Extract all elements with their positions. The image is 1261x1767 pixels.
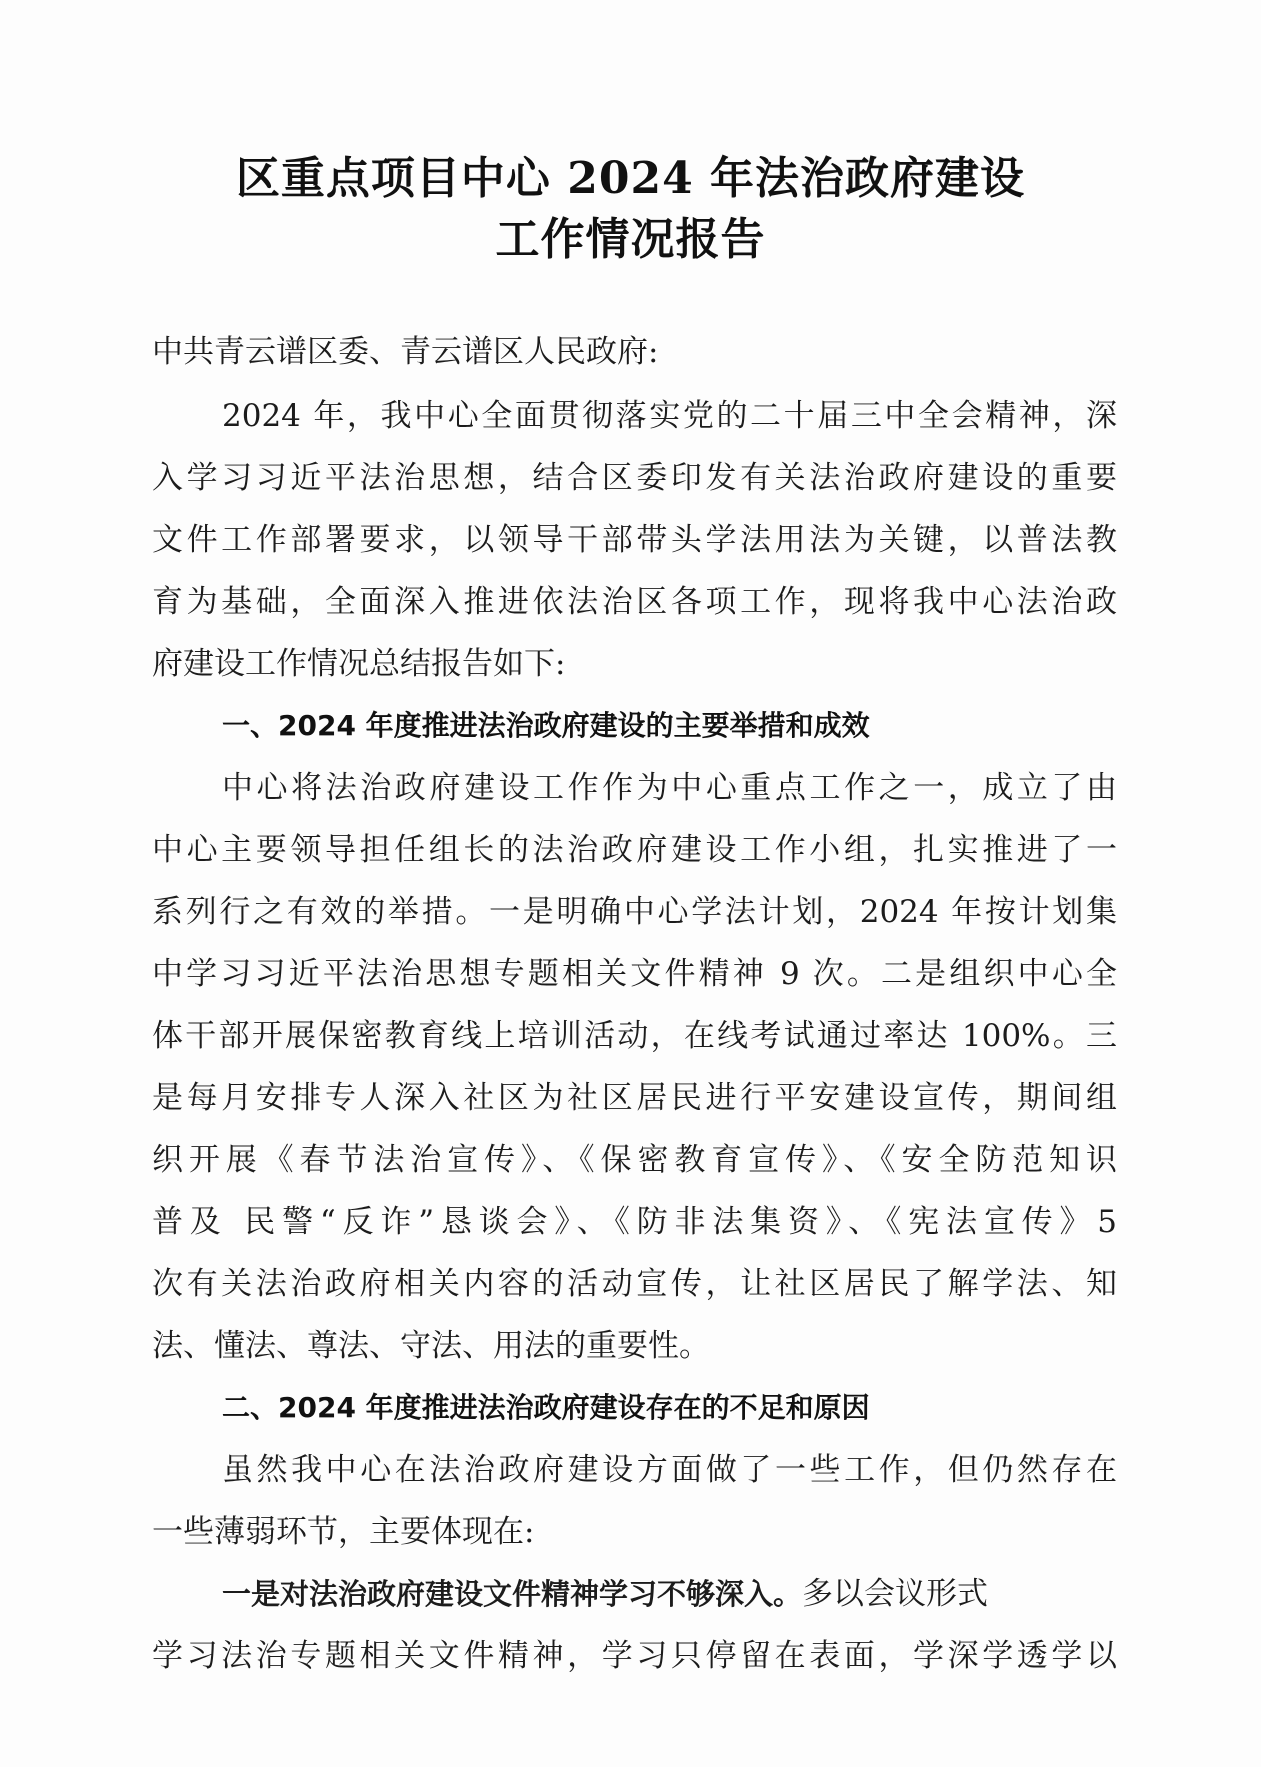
section-2-point-1 [222,1574,1117,1614]
salutation: 中共青云谱区委、青云谱区人民政府: [152,334,659,370]
intro-line-5: 府建设工作情况总结报告如下: [152,646,566,682]
point-1-bold-lead: 一是对法治政府建设文件精神学习不够深入。 [222,1577,803,1611]
intro-line-4: 育为基础，全面深入推进依法治区各项工作，现将我中心法治政 [152,584,1117,620]
section-1-line-9: 次有关法治政府相关内容的活动宣传，让社区居民了解学法、知 [152,1266,1117,1302]
document-title-line-1: 区重点项目中心 2024 年法治政府建设 [235,153,1026,204]
section-1-line-1: 中心将法治政府建设工作作为中心重点工作之一，成立了由 [222,770,1117,806]
document-title-line-2: 工作情况报告 [495,214,766,265]
section-1-heading: 一、2024 年度推进法治政府建设的主要举措和成效 [222,709,870,742]
section-1-line-2: 中心主要领导担任组长的法治政府建设工作小组，扎实推进了一 [152,832,1117,868]
intro-line-1: 2024 年，我中心全面贯彻落实党的二十届三中全会精神，深 [222,398,1117,434]
intro-line-3: 文件工作部署要求，以领导干部带头学法用法为关键，以普法教 [152,522,1117,558]
section-2-heading: 二、2024 年度推进法治政府建设存在的不足和原因 [222,1391,870,1424]
section-2-line-2: 一些薄弱环节，主要体现在: [152,1514,535,1550]
intro-line-2: 入学习习近平法治思想，结合区委印发有关法治政府建设的重要 [152,460,1117,496]
section-1-line-6: 是每月安排专人深入社区为社区居民进行平安建设宣传，期间组 [152,1080,1117,1116]
section-1-line-5: 体干部开展保密教育线上培训活动，在线考试通过率达 100%。三 [152,1018,1117,1054]
section-1-line-8: 普及 民警“反诈”恳谈会》、《防非法集资》、《宪法宣传》5 [152,1204,1117,1240]
section-1-line-10: 法、懂法、尊法、守法、用法的重要性。 [152,1328,710,1364]
point-1-rest: 多以会议形式 [802,1576,989,1612]
section-1-line-4: 中学习习近平法治思想专题相关文件精神 9 次。二是组织中心全 [152,956,1117,992]
section-2-line-1: 虽然我中心在法治政府建设方面做了一些工作，但仍然存在 [222,1452,1117,1488]
section-2-point-1-line-2: 学习法治专题相关文件精神，学习只停留在表面，学深学透学以 [152,1638,1117,1674]
section-1-line-7: 织开展《春节法治宣传》、《保密教育宣传》、《安全防范知识 [152,1142,1117,1178]
section-1-line-3: 系列行之有效的举措。一是明确中心学法计划，2024 年按计划集 [152,894,1117,930]
